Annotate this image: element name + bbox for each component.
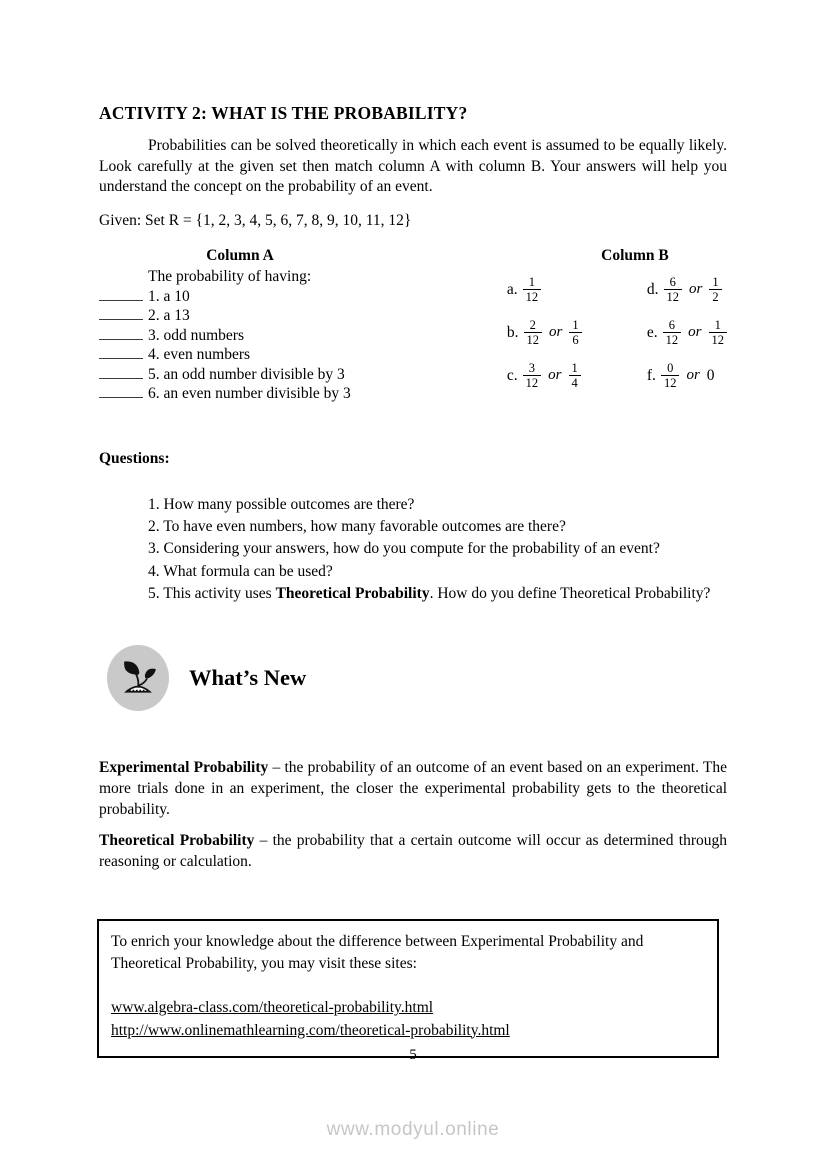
question-1: 1. How many possible outcomes are there? xyxy=(148,495,415,513)
column-b-header: Column B xyxy=(601,247,669,265)
or-text: or xyxy=(686,367,700,384)
definition-theoretical: Theoretical Probability – the probability that a certain outcome will occur as determined through reasoning or calculation. xyxy=(99,832,727,870)
watermark: www.modyul.online xyxy=(326,1119,500,1140)
match-item-3-label: 3. odd numbers xyxy=(148,326,245,344)
match-item-5-label: 5. an odd number divisible by 3 xyxy=(148,365,345,383)
question-3: 3. Considering your answers, how do you compute for the probability of an event? xyxy=(148,540,660,558)
answer-blank xyxy=(99,327,143,340)
matching-section xyxy=(99,247,727,404)
choice-d-label: d. xyxy=(646,280,659,298)
questions-list xyxy=(99,494,727,605)
or-text: or xyxy=(689,281,703,298)
answer-blank xyxy=(99,288,143,301)
column-a-subtitle: The probability of having: xyxy=(148,268,312,286)
fraction: $\frac{6}{12}$ xyxy=(664,275,683,305)
resource-links xyxy=(111,997,701,1042)
match-item-3 xyxy=(99,326,489,346)
fraction: $\frac{0}{12}$ xyxy=(661,361,680,391)
question-4: 4. What formula can be used? xyxy=(148,562,333,580)
or-text: or xyxy=(548,367,562,384)
match-item-1 xyxy=(99,287,489,307)
choice-b xyxy=(507,311,647,354)
fraction: $\frac{1}{6}$ xyxy=(569,318,581,348)
answer-blank xyxy=(99,346,143,359)
column-b xyxy=(489,247,727,404)
match-item-1-label: 1. a 10 xyxy=(148,287,190,305)
given-set: Given: Set R = {1, 2, 3, 4, 5, 6, 7, 8, 9, 10, 11, 12} xyxy=(99,212,412,230)
match-item-4 xyxy=(99,345,489,365)
or-text: or xyxy=(688,324,702,341)
choice-f-label: f. xyxy=(646,366,656,384)
fraction: $\frac{1}{4}$ xyxy=(569,361,581,391)
activity-title: ACTIVITY 2: WHAT IS THE PROBABILITY? xyxy=(99,103,468,123)
match-item-6-label: 6. an even number divisible by 3 xyxy=(148,385,351,403)
choice-e-label: e. xyxy=(646,323,658,341)
choice-d xyxy=(647,268,727,311)
choice-f-value: 0 xyxy=(706,366,715,384)
choice-a-label: a. xyxy=(506,280,518,298)
page-number: 5 xyxy=(409,1047,417,1063)
definition-experimental: Experimental Probability – the probability of an outcome of an event based on an experiment. The more trials done in an experiment, the closer the experimental probability gets to the theoretical probability. xyxy=(99,759,728,818)
answer-blank xyxy=(99,307,143,320)
or-text: or xyxy=(549,324,563,341)
resource-box xyxy=(97,919,719,1058)
resource-box-text: To enrich your knowledge about the difference between Experimental Probability and Theoretical Probability, you may visit these sites: xyxy=(111,932,644,972)
fraction: $\frac{3}{12}$ xyxy=(523,361,542,391)
answer-blank xyxy=(99,385,143,398)
fraction: $\frac{2}{12}$ xyxy=(524,318,543,348)
fraction: $\frac{6}{12}$ xyxy=(663,318,682,348)
choice-b-label: b. xyxy=(506,323,519,341)
questions-header: Questions: xyxy=(99,449,170,467)
fraction: $\frac{1}{12}$ xyxy=(709,318,728,348)
whats-new-title: What’s New xyxy=(189,665,307,691)
link-onlinemathlearning[interactable]: http://www.onlinemathlearning.com/theoretical-probability.html xyxy=(111,1021,510,1039)
match-item-2-label: 2. a 13 xyxy=(148,307,190,325)
column-a xyxy=(99,247,489,404)
choice-c-label: c. xyxy=(506,366,518,384)
link-algebra-class[interactable]: www.algebra-class.com/theoretical-probability.html xyxy=(111,999,434,1017)
column-a-header: Column A xyxy=(206,247,274,265)
match-item-5 xyxy=(99,365,489,385)
choice-f xyxy=(647,354,727,397)
fraction: $\frac{1}{12}$ xyxy=(523,275,542,305)
answer-blank xyxy=(99,366,143,379)
whats-new-section xyxy=(99,645,727,711)
match-item-4-label: 4. even numbers xyxy=(148,346,251,364)
choice-e xyxy=(647,311,727,354)
choice-a xyxy=(507,268,647,311)
match-item-2 xyxy=(99,306,489,326)
choice-c xyxy=(507,354,647,397)
match-item-6 xyxy=(99,384,489,404)
column-b-choices xyxy=(489,268,727,397)
intro-paragraph: Probabilities can be solved theoretically in which each event is assumed to be equally likely. Look carefully at the given set then match column A with column B. Your answers will help you understand the concept on the probability of an event. xyxy=(99,137,727,196)
question-5: 5. This activity uses Theoretical Probability. How do you define Theoretical Probability? xyxy=(148,584,711,602)
fraction: $\frac{1}{2}$ xyxy=(709,275,721,305)
question-2: 2. To have even numbers, how many favorable outcomes are there? xyxy=(148,517,566,535)
seedling-icon xyxy=(107,645,169,711)
